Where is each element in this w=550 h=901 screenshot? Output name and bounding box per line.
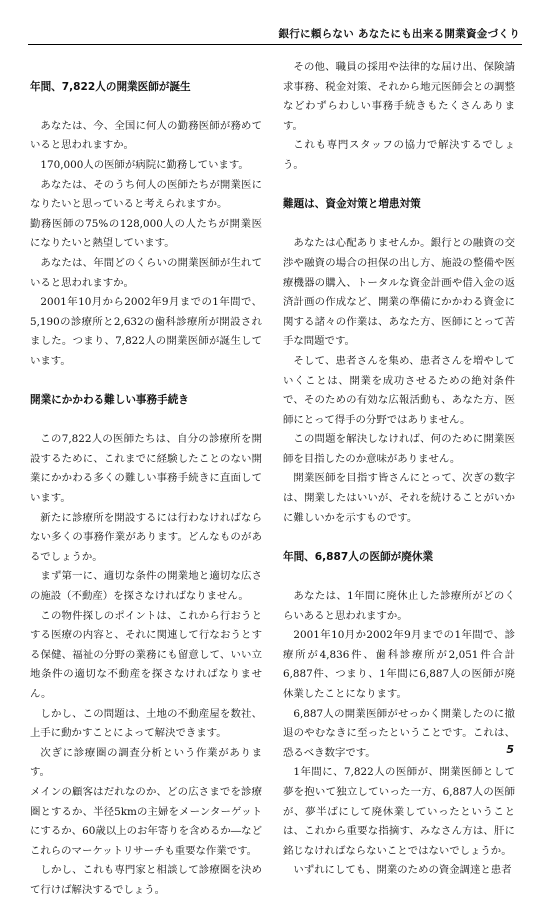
paragraph: あなたは、1年間に廃休止した診療所がどのくらいあると思われますか。 [283,590,515,622]
paragraph: あなたは、そのうち何人の医師たちが開業医になりたいと思っていると考えられますか。 [30,178,262,211]
paragraph: 次ぎに診療圏の調査分析という作業があります。 [30,746,262,779]
paragraph: 170,000人の医師が病院に勤務しています。 [40,158,249,171]
paragraph: 2001年10月から2002年9月までの1年間で、5,190の診療所と2,632の歯科診療所が開設されました。つまり、7,822人の開業医師が誕生しています。 [30,296,262,367]
paragraph: 2001年10月か2002年9月までの1年間で、診療所が4,836件、歯科診療所が2,051件合計6,887件、つまり、1年間に6,887人の医師が廃休業したことになります。 [283,629,515,700]
paragraph: しかし、これも専門家と相談して診療圏を決めて行けば解決するでしょう。 [30,864,262,896]
paragraph: この7,822人の医師たちは、自分の診療所を開設するために、これまでに経験したことのない開業にかかわる多くの難しい事務手続きに直面しています。 [30,433,262,505]
header-rule [28,44,522,45]
section-heading-closures: 年間、6,887人の医師が廃休業 [283,550,434,563]
paragraph: 新たに診療所を開設するには行わなければならない多くの事務作業があります。どんなものがあるでしょうか。 [30,511,262,563]
paragraph: その他、職員の採用や法律的な届け出、保険請求事務、税金対策、それから地元医師会との調整などわずらわしい事務手続きもたくさんあります。 [283,61,515,132]
paragraph: この問題を解決しなければ、何のために開業医師を目指したのか意味がありません。 [283,433,515,465]
paragraph: 6,887人の開業医師がせっかく開業したのに撤退のやむなきに至ったということです。これは、恐るべき数字です。 [283,707,515,759]
paragraph: まず第一に、適切な条件の開業地と適切な広さの施設（不動産）を探さなければなりません。 [30,570,262,603]
page-number: 5 [506,743,514,756]
paragraph: メインの顧客はだれなのか、どの広さまでを診療圏とするか、半径5kmの主婦をメーンターゲットにするか、60歳以上のお年寄りを含めるか―などこれらのマーケットリサーチも重要な作業です。 [30,785,262,857]
paragraph: しかし、この問題は、土地の不動産屋を数社、上手に動かすことによって解決できます。 [30,707,262,740]
paragraph: 勤務医師の75%の128,000人の人たちが開業医になりたいと熱望しています。 [30,217,262,250]
paragraph: この物件探しのポイントは、これから行おうとする医療の内容と、それに関連して行なおうとする保健、福祉の分野の業務にも留意して、いい立地条件の適切な不動産を探さなければなりません。 [30,609,262,700]
paragraph: いずれにしても、開業のための資金調達と患者 [293,864,512,877]
paragraph: あなたは、今、全国に何人の勤務医師が務めていると思われますか。 [30,119,262,152]
section-heading-funding: 難題は、資金対策と増患対策 [283,198,421,211]
section-heading-new-doctors: 年間、7,822人の開業医師が誕生 [30,80,191,93]
left-column [30,58,262,901]
paragraph: 開業医師を目指す皆さんにとって、次ぎの数字は、開業したはいいが、それを続けることがいかに難しいかを示すものです。 [283,472,515,524]
paragraph: あなたは心配ありませんか。銀行との融資の交渉や融資の場合の担保の出し方、施設の整備や医療機器の購入、トータルな資金計画や借入金の返済計画の作成など、開業の準備にかかわる資金に関する諸々の作業は、あなた方、医師にとって苦手な問題です。 [283,237,515,348]
paragraph: そして、患者さんを集め、患者さんを増やしていくことは、開業を成功させるための絶対条件で、そのための有効な広報活動も、あなた方、医師にとって得手の分野ではありません。 [283,354,515,426]
paragraph: これも専門スタッフの協力で解決するでしょう。 [283,139,515,171]
running-header: 銀行に頼らない あなたにも出来る開業資金づくり [278,28,520,40]
right-column [283,58,526,881]
paragraph: あなたは、年間どのくらいの開業医師が生れていると思われますか。 [30,256,262,289]
paragraph: 1年間に、7,822人の医師が、開業医師として夢を抱いて独立していった一方、6,887人の医師が、夢半ばにして廃休業していったということ は、これから重要な指摘す、みなさん方は、肝に銘じなければならないことではないでしょうか。 [283,766,526,857]
section-heading-procedures: 開業にかかわる難しい事務手続き [30,394,189,407]
